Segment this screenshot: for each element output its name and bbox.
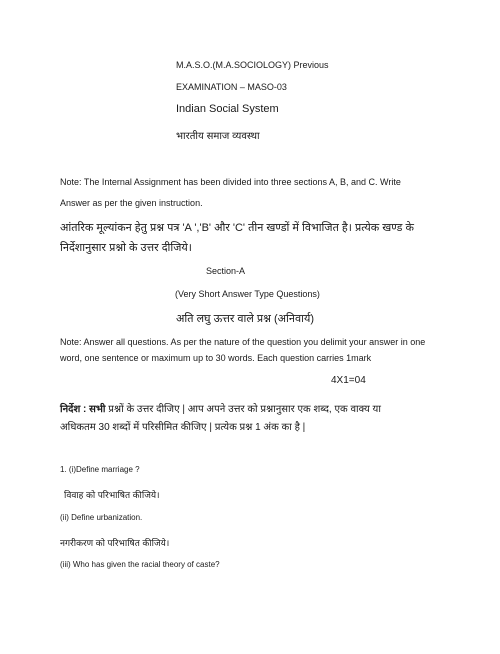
question-3-en: (iii) Who has given the racial theory of caste? — [60, 560, 220, 569]
subject-title-hi: भारतीय समाज व्यवस्था — [176, 131, 260, 142]
note-hindi-line-1: आंतरिक मूल्यांकन हेतु प्रश्न पत्र 'A ','B' और 'C' तीन खण्डों में विभाजित है। प्रत्येक खण्ड के — [60, 222, 414, 234]
section-subtitle-hi: अति लघु ऊत्तर वाले प्रश्न (अनिवार्य) — [176, 313, 314, 325]
note-line-2: Answer as per the given instruction. — [60, 198, 203, 208]
question-1-hi: विवाह को परिभाषित कीजिये। — [64, 490, 160, 500]
section-subtitle: (Very Short Answer Type Questions) — [175, 289, 320, 299]
question-2-en: (ii) Define urbanization. — [60, 513, 143, 522]
instruction-separator: : — [80, 404, 90, 415]
question-2-hi: नगरीकरण को परिभाषित कीजिये। — [60, 538, 170, 548]
note-line-1: Note: The Internal Assignment has been divided into three sections A, B, and C. Write — [60, 177, 401, 187]
subject-title-en: Indian Social System — [176, 103, 279, 115]
instruction-bold-word: सभी — [89, 404, 106, 415]
instruction-rest: प्रश्नों के उत्तर दीजिए | आप अपने उत्तर को प्रश्नानुसार एक शब्द, एक वाक्य या — [105, 404, 381, 415]
program-title: M.A.S.O.(M.A.SOCIOLOGY) Previous — [176, 60, 329, 70]
instruction-line-1: Note: Answer all questions. As per the nature of the question you delimit your answer in one — [60, 337, 426, 347]
hindi-instruction-line-2: अधिकतम 30 शब्दों में परिसीमित कीजिए | प्रत्येक प्रश्न 1 अंक का है | — [60, 422, 306, 433]
question-1-en: 1. (i)Define marriage ? — [60, 465, 140, 474]
instruction-line-2: word, one sentence or maximum up to 30 words. Each question carries 1mark — [60, 353, 372, 363]
marks-formula: 4X1=04 — [331, 375, 366, 386]
note-hindi-line-2: निर्देशानुसार प्रश्नो के उत्तर दीजिये। — [60, 242, 192, 254]
hindi-instruction-line-1 — [60, 401, 381, 415]
section-title: Section-A — [206, 266, 246, 276]
instruction-label: निर्देश — [60, 404, 81, 415]
examination-code: EXAMINATION – MASO-03 — [176, 82, 287, 92]
